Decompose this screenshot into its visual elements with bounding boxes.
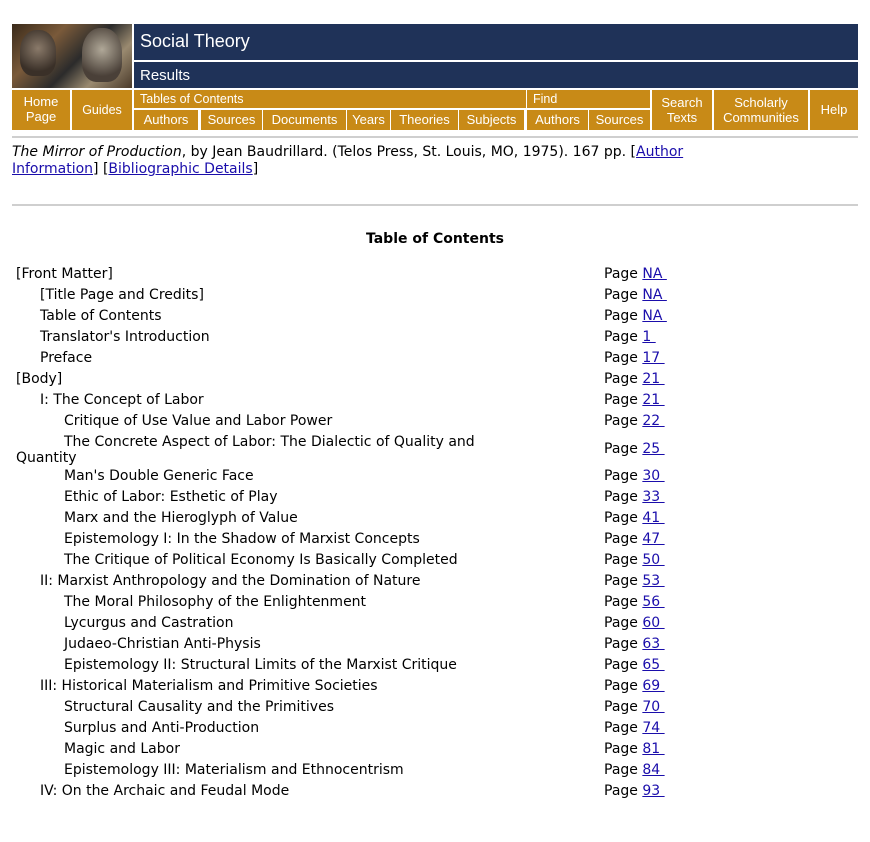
toc-entry-title: Epistemology III: Materialism and Ethnocentrism [64, 762, 404, 778]
nav-home-label-1: Home [23, 94, 59, 109]
page-number-link[interactable]: 70 [642, 699, 665, 715]
page-subtitle: Results [140, 67, 191, 84]
toc-entry-title: Judaeo-Christian Anti-Physis [64, 636, 261, 652]
page-number-link[interactable]: 74 [642, 720, 665, 736]
toc-entry-title: Epistemology II: Structural Limits of the Marxist Critique [64, 657, 457, 673]
nav-scholarly-communities[interactable] [714, 90, 808, 130]
page-label: Page [604, 468, 643, 484]
toc-entry-page [604, 636, 665, 652]
nav-find-authors[interactable]: Authors [526, 110, 588, 130]
toc-entry-title: Magic and Labor [64, 741, 180, 757]
toc-entry-title: Critique of Use Value and Labor Power [64, 413, 333, 429]
nav-find-sources[interactable]: Sources [588, 110, 650, 130]
citation-separator: ] [ [93, 161, 109, 177]
main-navigation [12, 90, 858, 130]
toc-entry-page [604, 720, 665, 736]
page-label: Page [604, 441, 643, 457]
toc-entry-title: [Body] [16, 371, 63, 387]
page-label: Page [604, 741, 643, 757]
page-label: Page [604, 392, 643, 408]
page-number-link[interactable]: 21 [642, 392, 665, 408]
page-subtitle-bar [134, 62, 858, 88]
site-title-bar [134, 24, 858, 60]
nav-toc-authors[interactable]: Authors [134, 110, 198, 130]
page-label: Page [604, 573, 643, 589]
toc-entry-title: IV: On the Archaic and Feudal Mode [40, 783, 290, 799]
toc-entry-page [604, 783, 665, 799]
toc-entry-page [604, 468, 665, 484]
toc-entry-page [604, 552, 665, 568]
toc-entry-page [604, 392, 665, 408]
portrait-photo-right [82, 28, 122, 82]
toc-entry-title: Man's Double Generic Face [64, 468, 254, 484]
site-header [12, 24, 858, 130]
page-number-link[interactable]: 22 [642, 413, 665, 429]
toc-entry-title: Translator's Introduction [40, 329, 210, 345]
toc-entry-page [604, 615, 665, 631]
author-link-text-1: Author [636, 144, 684, 160]
toc-entry-page [604, 329, 656, 345]
page-number-link[interactable]: 84 [642, 762, 665, 778]
toc-entry-title: I: The Concept of Labor [40, 392, 204, 408]
page-label: Page [604, 308, 643, 324]
nav-help[interactable]: Help [810, 90, 858, 130]
page-label: Page [604, 413, 643, 429]
nav-search-label-2: Texts [666, 110, 698, 125]
nav-toc-documents[interactable]: Documents [262, 110, 346, 130]
page-number-link[interactable]: 33 [642, 489, 665, 505]
page-number-link[interactable]: NA [642, 266, 667, 282]
bibliographic-details-link[interactable]: Bibliographic Details [108, 161, 253, 177]
divider [12, 136, 858, 138]
page-number-link[interactable]: 1 [642, 329, 656, 345]
toc-entry-page [604, 489, 665, 505]
nav-toc-years[interactable]: Years [346, 110, 390, 130]
toc-entry-title: The Concrete Aspect of Labor: The Dialectic of Quality and Quantity [16, 434, 475, 466]
nav-toc-subjects[interactable]: Subjects [458, 110, 524, 130]
toc-heading: Table of Contents [365, 231, 504, 247]
nav-toc-sources[interactable]: Sources [200, 110, 262, 130]
page-number-link[interactable]: 25 [642, 441, 665, 457]
page-label: Page [604, 657, 643, 673]
toc-entry-page [604, 350, 665, 366]
book-title: The Mirror of Production [12, 144, 182, 160]
toc-entry-page [604, 266, 667, 282]
toc-entry-title: Lycurgus and Castration [64, 615, 234, 631]
page-number-link[interactable]: 41 [642, 510, 665, 526]
toc-entry-page [604, 678, 665, 694]
page-label: Page [604, 762, 643, 778]
page-number-link[interactable]: 56 [642, 594, 665, 610]
nav-scholarly-label-2: Communities [723, 110, 799, 125]
toc-entry-page [604, 308, 667, 324]
nav-home-page[interactable] [12, 90, 70, 130]
page-number-link[interactable]: 69 [642, 678, 665, 694]
toc-entry-page [604, 413, 665, 429]
page-number-link[interactable]: 81 [642, 741, 665, 757]
toc-entry-page [604, 371, 665, 387]
portrait-photo-left [20, 30, 56, 76]
nav-toc-theories[interactable]: Theories [390, 110, 458, 130]
page-label: Page [604, 678, 643, 694]
page-label: Page [604, 329, 643, 345]
toc-entry-title: The Critique of Political Economy Is Basically Completed [64, 552, 458, 568]
page-number-link[interactable]: NA [642, 308, 667, 324]
page-number-link[interactable]: 21 [642, 371, 665, 387]
page-label: Page [604, 510, 643, 526]
toc-entry-page [604, 573, 665, 589]
page-label: Page [604, 287, 643, 303]
toc-entry-page [604, 510, 665, 526]
page-label: Page [604, 266, 643, 282]
page-number-link[interactable]: 17 [642, 350, 665, 366]
toc-entry-page [604, 699, 665, 715]
page-label: Page [604, 371, 643, 387]
citation [12, 144, 858, 178]
page-number-link[interactable]: 60 [642, 615, 665, 631]
toc-entry-page [604, 762, 665, 778]
page-number-link[interactable]: 53 [642, 573, 665, 589]
nav-search-label-1: Search [661, 95, 703, 110]
page-label: Page [604, 489, 643, 505]
toc-entry-title: Table of Contents [40, 308, 162, 324]
toc-entry-title: [Front Matter] [16, 266, 113, 282]
divider [12, 204, 858, 206]
page-label: Page [604, 594, 643, 610]
page-number-link[interactable]: 93 [642, 783, 665, 799]
toc-entry-title-continued: Quantity [16, 450, 77, 466]
citation-end: ] [252, 161, 259, 177]
page-label: Page [604, 615, 643, 631]
toc-entry-title: [Title Page and Credits] [40, 287, 204, 303]
nav-search-texts[interactable] [652, 90, 712, 130]
header-logo-image [12, 24, 132, 88]
nav-scholarly-label-1: Scholarly [734, 95, 788, 110]
nav-group-tables-of-contents: Tables of Contents [134, 90, 528, 108]
page-label: Page [604, 531, 643, 547]
toc-entry-title: II: Marxist Anthropology and the Domination of Nature [40, 573, 421, 589]
site-title: Social Theory [140, 31, 250, 51]
toc-entry-page [604, 741, 665, 757]
toc-entry-title: Surplus and Anti-Production [64, 720, 260, 736]
toc-entry-page [604, 441, 665, 457]
page-number-link[interactable]: 47 [642, 531, 665, 547]
page-label: Page [604, 699, 643, 715]
page-label: Page [604, 350, 643, 366]
toc-entry-title: Preface [40, 350, 93, 366]
nav-home-label-2: Page [25, 109, 57, 124]
page-label: Page [604, 636, 643, 652]
page-number-link[interactable]: 50 [642, 552, 665, 568]
author-link-text-2: Information [12, 161, 94, 177]
toc-entry-title: Ethic of Labor: Esthetic of Play [64, 489, 278, 505]
page-label: Page [604, 552, 643, 568]
page-number-link[interactable]: 30 [642, 468, 665, 484]
citation-text: , by Jean Baudrillard. (Telos Press, St. Louis, MO, 1975). 167 pp. [ [181, 144, 636, 160]
toc-entry-title: Structural Causality and the Primitives [64, 699, 334, 715]
page-number-link[interactable]: NA [642, 287, 667, 303]
toc-entry-title: Epistemology I: In the Shadow of Marxist Concepts [64, 531, 420, 547]
toc-entry-title: Marx and the Hieroglyph of Value [64, 510, 298, 526]
toc-entry-page [604, 531, 665, 547]
nav-guides[interactable]: Guides [72, 90, 132, 130]
page-label: Page [604, 783, 643, 799]
toc-entry-page [604, 287, 667, 303]
page-number-link[interactable]: 65 [642, 657, 665, 673]
page-label: Page [604, 720, 643, 736]
toc-entry-title: III: Historical Materialism and Primitive Societies [40, 678, 378, 694]
toc-entry-page [604, 657, 665, 673]
page-number-link[interactable]: 63 [642, 636, 665, 652]
nav-group-find: Find [526, 90, 650, 108]
toc-entry-page [604, 594, 665, 610]
toc-entry-title: The Moral Philosophy of the Enlightenment [64, 594, 367, 610]
